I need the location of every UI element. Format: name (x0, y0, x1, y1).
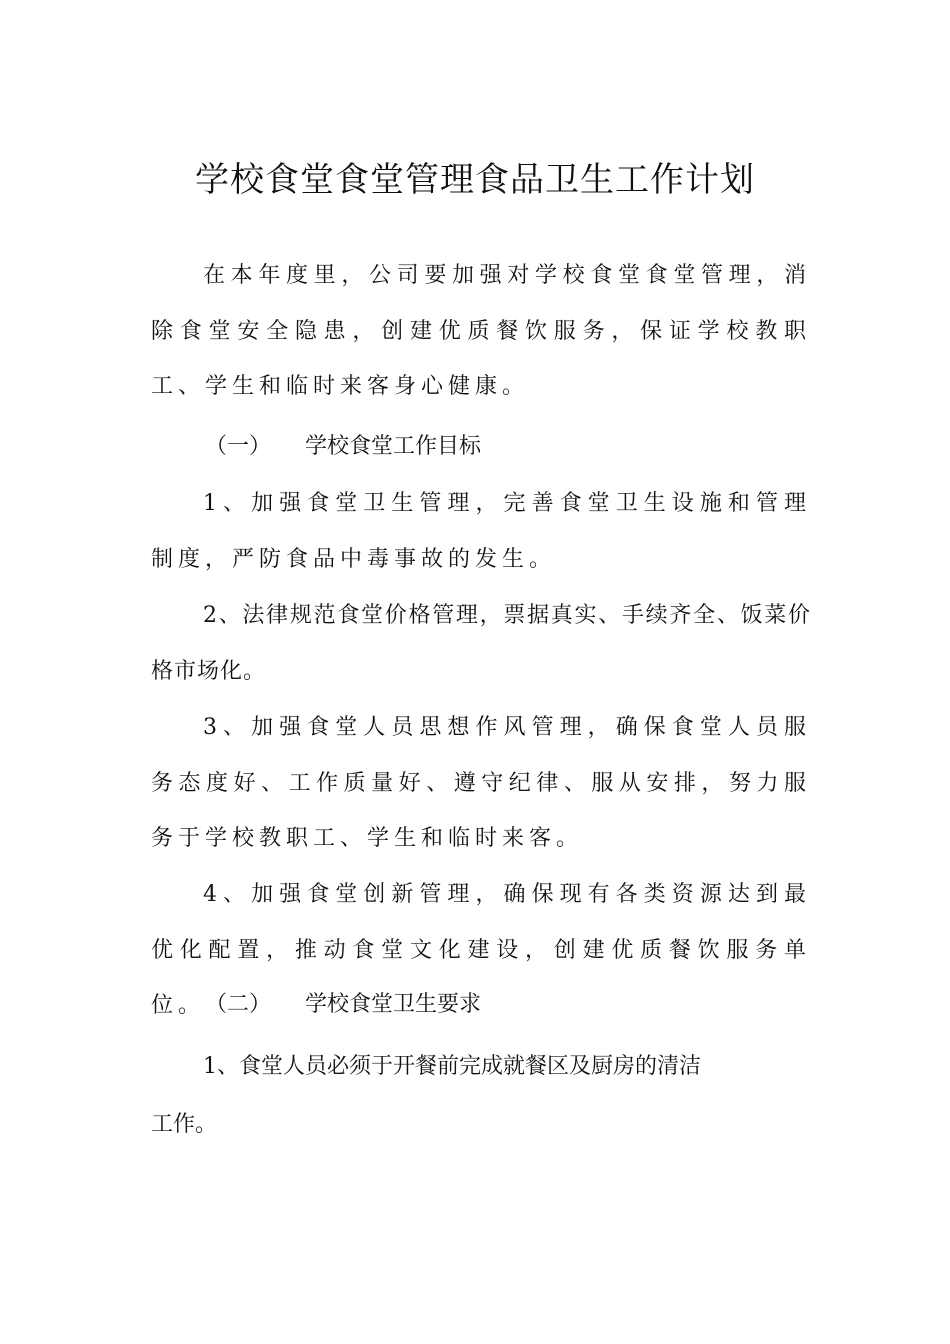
list-item: 3、加强食堂人员思想作风管理，确保食堂人员服务态度好、工作质量好、遵守纪律、服从安排，努力服务于学校教职工、学生和临时来客。 (151, 715, 811, 851)
list-item-line: 工作。 (151, 1112, 218, 1137)
list-item: 1、加强食堂卫生管理，完善食堂卫生设施和管理制度，严防食品中毒事故的发生。 (151, 491, 811, 572)
list-item: 4、加强食堂创新管理，确保现有各类资源达到最优化配置，推动食堂文化建设，创建优质餐饮服务单位。 (151, 882, 811, 1018)
intro-paragraph: 在本年度里，公司要加强对学校食堂食堂管理，消除食堂安全隐患，创建优质餐饮服务，保证学校教职工、学生和临时来客身心健康。 (151, 263, 811, 399)
section-title: 学校食堂卫生要求 (305, 992, 482, 1017)
list-item: 2、法律规范食堂价格管理，票据真实、手续齐全、饭菜价格市场化。 (151, 603, 811, 684)
section-number: （二） (205, 992, 272, 1017)
section-number: （一） (205, 434, 272, 459)
section-title: 学校食堂工作目标 (305, 434, 482, 459)
section-heading-1 (205, 427, 481, 467)
list-item-line: 1、食堂人员必须于开餐前完成就餐区及厨房的清洁 (203, 1054, 701, 1079)
section-heading-2 (205, 985, 481, 1025)
document-title: 学校食堂食堂管理食品卫生工作计划 (195, 160, 755, 200)
